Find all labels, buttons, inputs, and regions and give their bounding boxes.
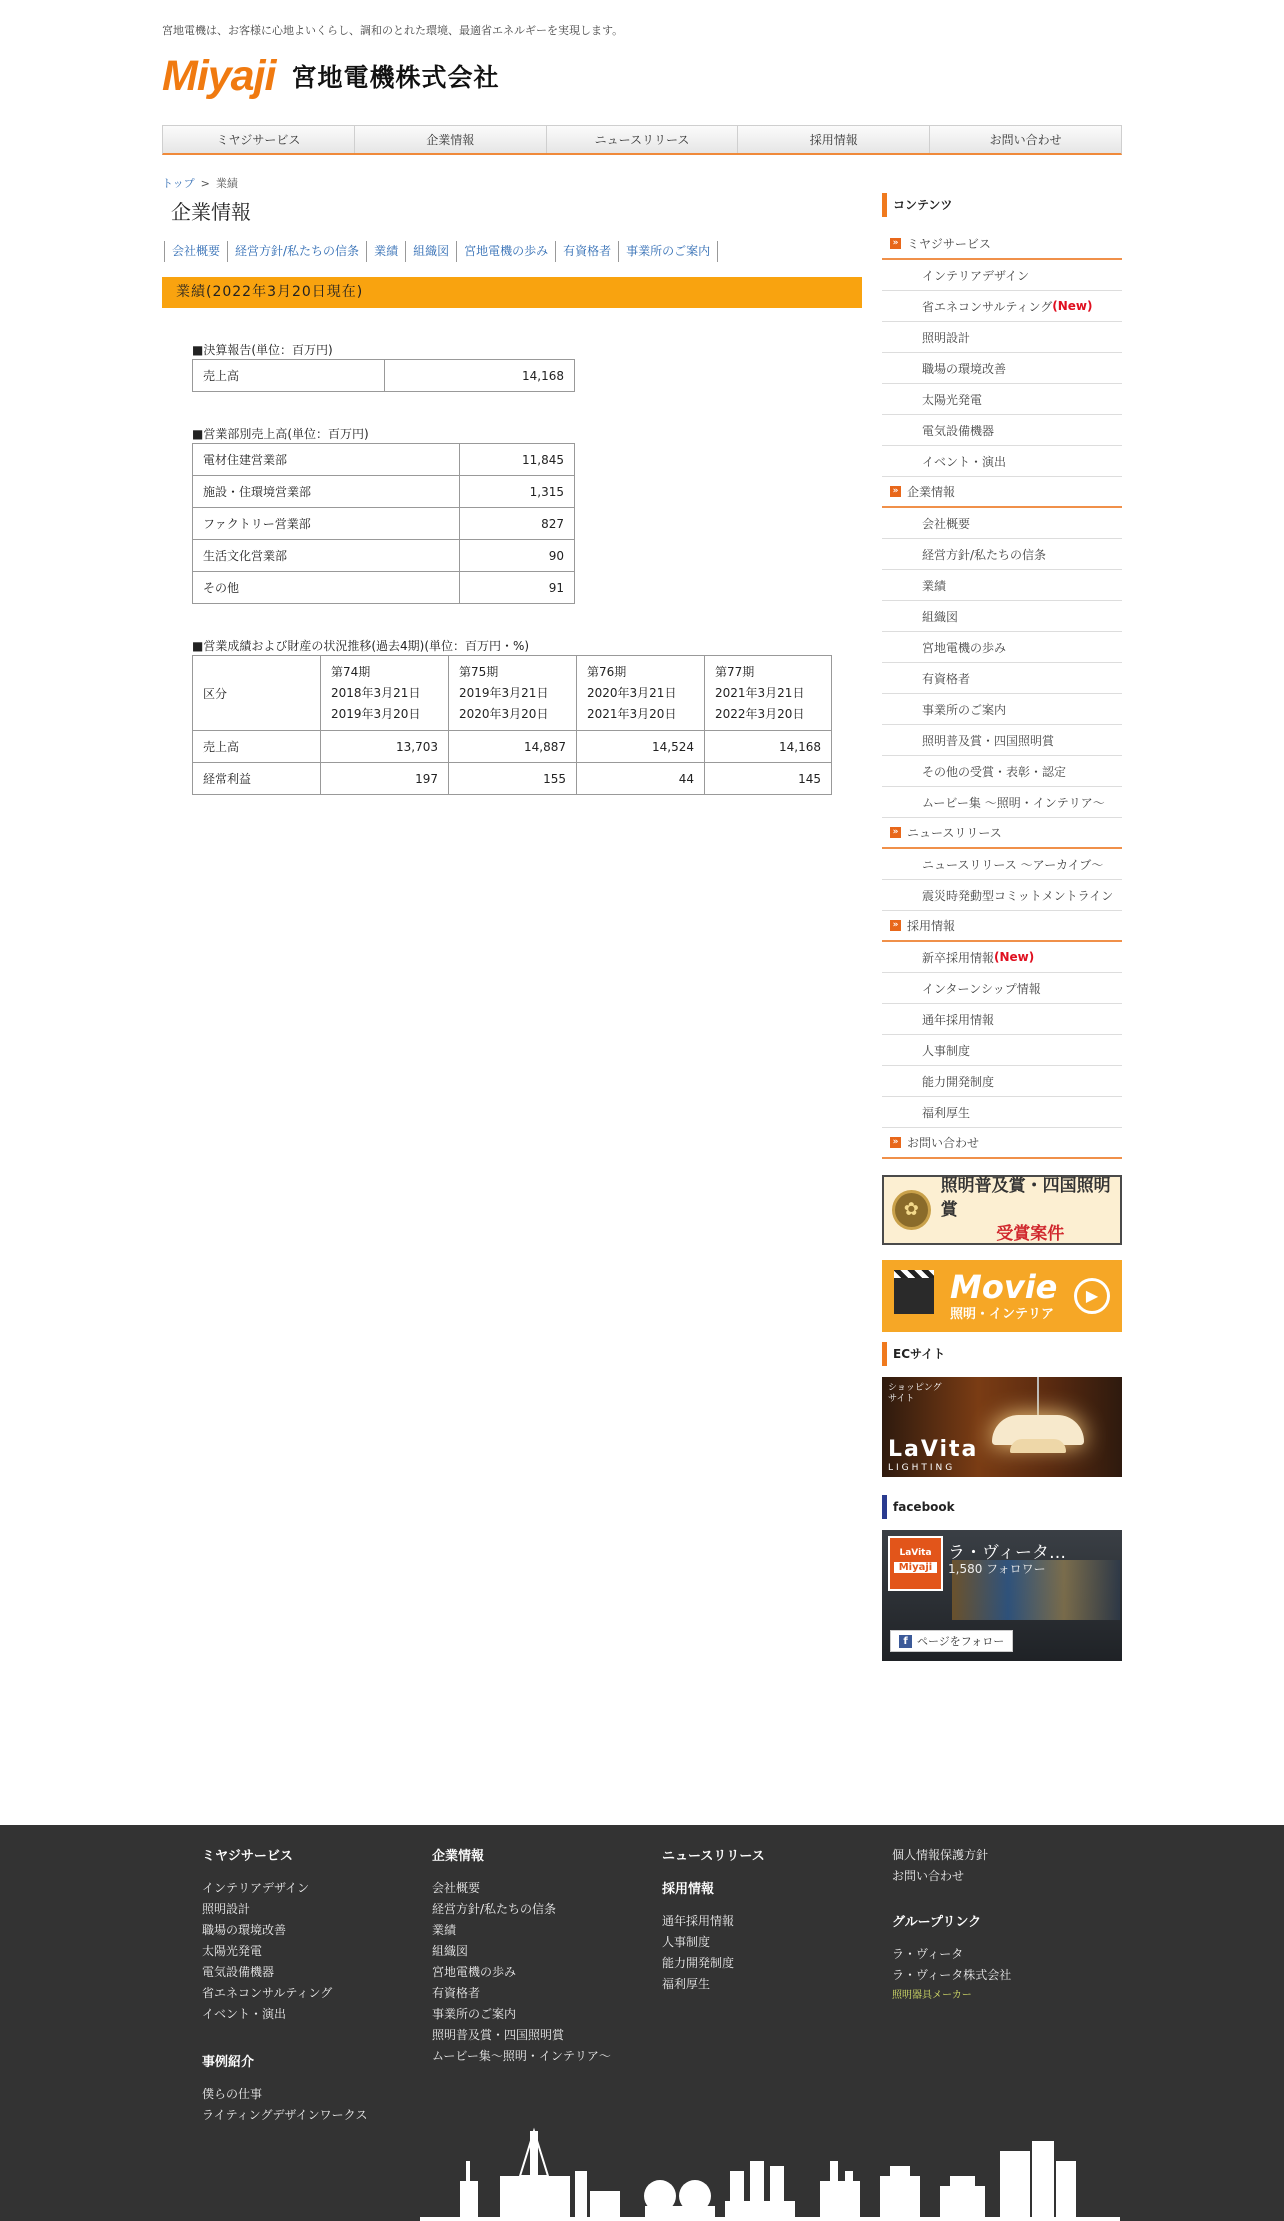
sidebar-item-label: その他の受賞・表彰・認定	[922, 764, 1067, 779]
medal-icon: ✿	[892, 1190, 931, 1230]
movie-banner[interactable]	[882, 1260, 1122, 1332]
table-cell-label: 電材住建営業部	[193, 444, 460, 476]
footer-link[interactable]: 経営方針/私たちの信条	[432, 1902, 557, 1916]
site-footer	[0, 1825, 1284, 2221]
period-to: 2019年3月20日	[331, 706, 421, 721]
period-name: 第76期	[587, 664, 627, 679]
sidebar-item-label: 職場の環境改善	[922, 361, 1007, 376]
sidebar-item-label: 宮地電機の歩み	[922, 640, 1007, 655]
footer-link[interactable]: 個人情報保護方針	[892, 1848, 989, 1862]
sidebar-item-label: インターンシップ情報	[922, 981, 1041, 996]
footer-link[interactable]: 業績	[432, 1923, 457, 1937]
subnav-offices[interactable]: 事業所のご案内	[618, 241, 718, 262]
page-title: 企業情報	[171, 200, 251, 224]
period-header	[705, 656, 832, 731]
table-cell-value: 827	[460, 508, 575, 540]
period-name: 第77期	[715, 664, 755, 679]
sidebar-item[interactable]	[882, 787, 1122, 818]
table-row	[193, 540, 575, 572]
footer-link-list	[202, 1878, 367, 2025]
footer-link[interactable]: 省エネコンサルティング	[202, 1986, 333, 2000]
footer-link[interactable]: 僕らの仕事	[202, 2087, 263, 2101]
chevron-right-icon: »	[890, 1137, 901, 1148]
table-cell-label: ファクトリー営業部	[193, 508, 460, 540]
sidebar-item-label: お問い合わせ	[907, 1136, 980, 1150]
facebook-page-name[interactable]: ラ・ヴィータ…	[948, 1543, 1066, 1563]
table-row	[193, 476, 575, 508]
site-logo[interactable]	[162, 54, 500, 98]
sidebar-item-label: 組織図	[922, 609, 959, 624]
footer-link-list	[662, 1911, 765, 1995]
section-title-bar: 業績(2022年3月20日現在)	[162, 277, 862, 308]
sidebar-item-label: 福利厚生	[922, 1105, 971, 1120]
city-skyline-illustration	[420, 2121, 1120, 2221]
footer-link[interactable]: 照明普及賞・四国照明賞	[432, 2028, 565, 2042]
logo-mark: Miyaji	[162, 52, 276, 100]
table-cell-label: その他	[193, 572, 460, 604]
award-banner-line2: 受賞案件	[996, 1224, 1065, 1244]
sidebar-item[interactable]	[882, 725, 1122, 756]
sidebar-contents-heading: コンテンツ	[882, 193, 952, 217]
footer-heading[interactable]: ミヤジサービス	[202, 1849, 293, 1864]
sidebar-item[interactable]	[882, 539, 1122, 570]
facebook-follow-button[interactable]	[890, 1630, 1013, 1652]
movie-banner-subtitle: 照明・インテリア	[950, 1306, 1055, 1322]
facebook-logo-bottom: Miyaji	[894, 1562, 937, 1573]
footer-link-list	[432, 1878, 611, 2067]
table-row	[193, 508, 575, 540]
footer-link-list	[892, 1845, 1011, 1887]
footer-link[interactable]: 能力開発制度	[662, 1956, 735, 1970]
new-badge: (New)	[994, 950, 1035, 964]
sidebar-category[interactable]	[882, 911, 1122, 942]
footer-link[interactable]: インテリアデザイン	[202, 1881, 310, 1895]
sidebar-item[interactable]	[882, 415, 1122, 446]
ec-site-banner[interactable]	[882, 1377, 1122, 1477]
sidebar-item[interactable]	[882, 973, 1122, 1004]
period-from: 2018年3月21日	[331, 685, 421, 700]
sidebar-item[interactable]	[882, 632, 1122, 663]
table-cell-value: 90	[460, 540, 575, 572]
sidebar-category[interactable]	[882, 477, 1122, 508]
facebook-widget[interactable]	[882, 1530, 1122, 1661]
breadcrumb	[162, 175, 238, 191]
table-row	[193, 763, 832, 795]
sidebar-item[interactable]	[882, 570, 1122, 601]
footer-link[interactable]: ライティングデザインワークス	[202, 2108, 368, 2122]
table-cell-label: 施設・住環境営業部	[193, 476, 460, 508]
sidebar-item-label: 新卒採用情報	[922, 950, 995, 965]
sidebar-item-label: 照明設計	[922, 330, 971, 345]
settlement-caption: ■決算報告(単位：百万円)	[192, 343, 333, 357]
sidebar-item-label: ニュースリリース	[907, 826, 1002, 840]
subnav-policy[interactable]: 経営方針/私たちの信条	[227, 241, 366, 262]
table-cell-value: 155	[449, 763, 577, 795]
footer-col-news	[662, 1845, 765, 1995]
clapperboard-icon	[894, 1278, 934, 1314]
sidebar-item-label: イベント・演出	[922, 454, 1007, 469]
sidebar-item[interactable]	[882, 384, 1122, 415]
division-caption: ■営業部別売上高(単位：百万円)	[192, 427, 369, 441]
sidebar-item-label: 電気設備機器	[922, 423, 995, 438]
sidebar-item[interactable]	[882, 601, 1122, 632]
sidebar-item[interactable]	[882, 880, 1122, 911]
sidebar-category[interactable]	[882, 818, 1122, 849]
sidebar-item-label: 照明普及賞・四国照明賞	[922, 733, 1055, 748]
footer-link[interactable]: 職場の環境改善	[202, 1923, 287, 1937]
gnav-item-contact[interactable]: お問い合わせ	[989, 133, 1062, 147]
sidebar-item-label: 会社概要	[922, 516, 971, 531]
movie-banner-text	[950, 1267, 1058, 1322]
footer-link[interactable]: 通年採用情報	[662, 1914, 735, 1928]
period-to: 2020年3月20日	[459, 706, 549, 721]
sidebar-category[interactable]	[882, 229, 1122, 260]
period-header	[577, 656, 705, 731]
facebook-page-logo[interactable]	[888, 1536, 943, 1591]
footer-link[interactable]: 組織図	[432, 1944, 469, 1958]
sidebar-item[interactable]	[882, 508, 1122, 539]
subnav-overview[interactable]: 会社概要	[164, 241, 227, 262]
award-banner-text	[941, 1174, 1120, 1246]
footer-link[interactable]: 事業所のご案内	[432, 2007, 517, 2021]
table-cell-value: 91	[460, 572, 575, 604]
sidebar-item[interactable]	[882, 756, 1122, 787]
table-cell-value: 14,168	[385, 360, 575, 392]
gnav-item-company[interactable]: 企業情報	[355, 126, 547, 153]
footer-heading[interactable]: 採用情報	[662, 1882, 715, 1897]
table-row	[193, 444, 575, 476]
sidebar-menu	[882, 229, 1122, 1159]
footer-col-other	[892, 1845, 1011, 2001]
sidebar-item-label: 人事制度	[922, 1043, 971, 1058]
footer-link[interactable]: 福利厚生	[662, 1977, 711, 1991]
subnav-results[interactable]: 業績	[366, 241, 405, 262]
play-icon: ▶	[1074, 1278, 1110, 1314]
period-name: 第74期	[331, 664, 371, 679]
sidebar-item-label: ミヤジサービス	[907, 237, 991, 251]
footer-link-list	[202, 2084, 367, 2126]
chevron-right-icon: »	[890, 486, 901, 497]
table-cell-label: 売上高	[193, 731, 321, 763]
facebook-logo-top: LaVita	[899, 1548, 932, 1558]
table-cell-value: 13,703	[321, 731, 449, 763]
ec-banner-brand: LaVita	[888, 1437, 979, 1462]
sidebar-item[interactable]	[882, 849, 1122, 880]
table-cell-label: 経常利益	[193, 763, 321, 795]
subnav-qualified[interactable]: 有資格者	[555, 241, 618, 262]
footer-link[interactable]: 宮地電機の歩み	[432, 1965, 517, 1979]
gnav-item-news[interactable]: ニュースリリース	[547, 126, 739, 153]
footer-note: 照明器具メーカー	[892, 1990, 972, 2001]
table-header-row	[193, 656, 832, 731]
footer-link[interactable]: 電気設備機器	[202, 1965, 275, 1979]
period-header	[449, 656, 577, 731]
sidebar-ec-heading: ECサイト	[882, 1342, 945, 1366]
chevron-right-icon: »	[890, 827, 901, 838]
table-row	[193, 572, 575, 604]
table-cell-value: 197	[321, 763, 449, 795]
chevron-right-icon: »	[890, 920, 901, 931]
sidebar-item[interactable]	[882, 260, 1122, 291]
sidebar-category[interactable]	[882, 1128, 1122, 1159]
footer-heading: グループリンク	[892, 1915, 982, 1930]
table-row	[193, 731, 832, 763]
sidebar-item-label: 企業情報	[907, 485, 956, 499]
breadcrumb-separator: >	[200, 177, 210, 190]
sidebar-item-label: 経営方針/私たちの信条	[922, 547, 1047, 562]
footer-link[interactable]: ムービー集～照明・インテリア～	[432, 2049, 611, 2063]
sidebar-item[interactable]	[882, 663, 1122, 694]
footer-col-company	[432, 1845, 611, 2067]
period-from: 2020年3月21日	[587, 685, 677, 700]
facebook-follower-count: 1,580 フォロワー	[948, 1562, 1046, 1576]
sidebar-item-label: インテリアデザイン	[922, 268, 1030, 283]
facebook-follow-label: ページをフォロー	[917, 1635, 1005, 1648]
sidebar-item[interactable]	[882, 694, 1122, 725]
ec-banner-tag: ショッピング サイト	[888, 1383, 942, 1404]
trend-table	[192, 655, 832, 795]
period-from: 2019年3月21日	[459, 685, 549, 700]
trend-caption: ■営業成績および財産の状況推移(過去4期)(単位：百万円・%)	[192, 639, 530, 653]
sidebar-item[interactable]	[882, 1004, 1122, 1035]
sidebar-item-label: 能力開発制度	[922, 1074, 995, 1089]
period-to: 2022年3月20日	[715, 706, 805, 721]
gnav-item-service[interactable]: ミヤジサービス	[163, 126, 355, 153]
sidebar-item[interactable]	[882, 446, 1122, 477]
sidebar-item[interactable]	[882, 1066, 1122, 1097]
settlement-table	[192, 359, 575, 392]
table-cell-label: 売上高	[193, 360, 385, 392]
footer-col-service	[202, 1845, 367, 2126]
gnav-item-recruit[interactable]: 採用情報	[738, 126, 930, 153]
footer-link[interactable]: 照明設計	[202, 1902, 251, 1916]
award-banner[interactable]	[882, 1175, 1122, 1245]
table-cell-value: 14,524	[577, 731, 705, 763]
footer-link[interactable]: 有資格者	[432, 1986, 481, 2000]
new-badge: (New)	[1052, 299, 1093, 313]
footer-link[interactable]: 人事制度	[662, 1935, 711, 1949]
period-from: 2021年3月21日	[715, 685, 805, 700]
pendant-lamp-shade	[1010, 1439, 1066, 1453]
sidebar-item-label: ムービー集 ～照明・インテリア～	[922, 795, 1105, 810]
footer-link[interactable]: イベント・演出	[202, 2007, 287, 2021]
footer-link[interactable]: 太陽光発電	[202, 1944, 263, 1958]
movie-banner-title: Movie	[950, 1267, 1058, 1306]
footer-heading[interactable]: 企業情報	[432, 1849, 485, 1864]
sidebar-item[interactable]	[882, 322, 1122, 353]
sidebar-item-label: 通年採用情報	[922, 1012, 995, 1027]
breadcrumb-home-link[interactable]: トップ	[162, 177, 195, 190]
sidebar-item[interactable]	[882, 1097, 1122, 1128]
table-row	[193, 360, 575, 392]
chevron-right-icon: »	[890, 238, 901, 249]
sidebar-item-label: 採用情報	[907, 919, 956, 933]
footer-link-list	[892, 1944, 1011, 1986]
company-sub-nav	[164, 241, 718, 262]
table-cell-value: 11,845	[460, 444, 575, 476]
sidebar-item-label: 省エネコンサルティング	[922, 299, 1053, 314]
footer-link[interactable]: ラ・ヴィータ株式会社	[892, 1968, 1012, 1982]
sidebar-item-label: ニュースリリース ～アーカイブ～	[922, 857, 1104, 872]
facebook-icon: f	[899, 1635, 912, 1648]
ec-banner-sub: LIGHTING	[888, 1463, 956, 1473]
footer-link[interactable]: ラ・ヴィータ	[892, 1947, 964, 1961]
sidebar-item[interactable]	[882, 291, 1122, 322]
sidebar-item-label: 有資格者	[922, 671, 971, 686]
logo-company-name: 宮地電機株式会社	[291, 63, 500, 92]
period-to: 2021年3月20日	[587, 706, 677, 721]
period-name: 第75期	[459, 664, 499, 679]
sidebar-item-label: 太陽光発電	[922, 392, 983, 407]
sidebar-item[interactable]	[882, 1035, 1122, 1066]
sidebar-item[interactable]	[882, 942, 1122, 973]
sidebar-item-label: 事業所のご案内	[922, 702, 1007, 717]
footer-heading[interactable]: ニュースリリース	[662, 1849, 765, 1864]
footer-link[interactable]: お問い合わせ	[892, 1869, 965, 1883]
footer-heading[interactable]: 事例紹介	[202, 2055, 255, 2070]
sidebar-facebook-heading: facebook	[882, 1495, 955, 1519]
period-header	[321, 656, 449, 731]
table-cell-value: 44	[577, 763, 705, 795]
breadcrumb-current: 業績	[215, 177, 238, 190]
sidebar-item-label: 業績	[922, 578, 947, 593]
table-cell-label: 生活文化営業部	[193, 540, 460, 572]
award-banner-line1: 照明普及賞・四国照明賞	[940, 1176, 1111, 1220]
table-cell-value: 1,315	[460, 476, 575, 508]
sidebar-item-label: 震災時発動型コミットメントライン	[922, 888, 1114, 903]
lamp-cord	[1037, 1377, 1039, 1417]
table-cell-value: 14,887	[449, 731, 577, 763]
subnav-history[interactable]: 宮地電機の歩み	[456, 241, 555, 262]
table-cell-value: 145	[705, 763, 832, 795]
subnav-org-chart[interactable]: 組織図	[405, 241, 456, 262]
footer-link[interactable]: 会社概要	[432, 1881, 481, 1895]
table-header-label: 区分	[193, 656, 321, 731]
global-nav	[162, 125, 1122, 155]
sidebar-item[interactable]	[882, 353, 1122, 384]
site-tagline: 宮地電機は、お客様に心地よいくらし、調和のとれた環境、最適省エネルギーを実現します。	[162, 24, 624, 37]
division-table	[192, 443, 575, 604]
table-cell-value: 14,168	[705, 731, 832, 763]
